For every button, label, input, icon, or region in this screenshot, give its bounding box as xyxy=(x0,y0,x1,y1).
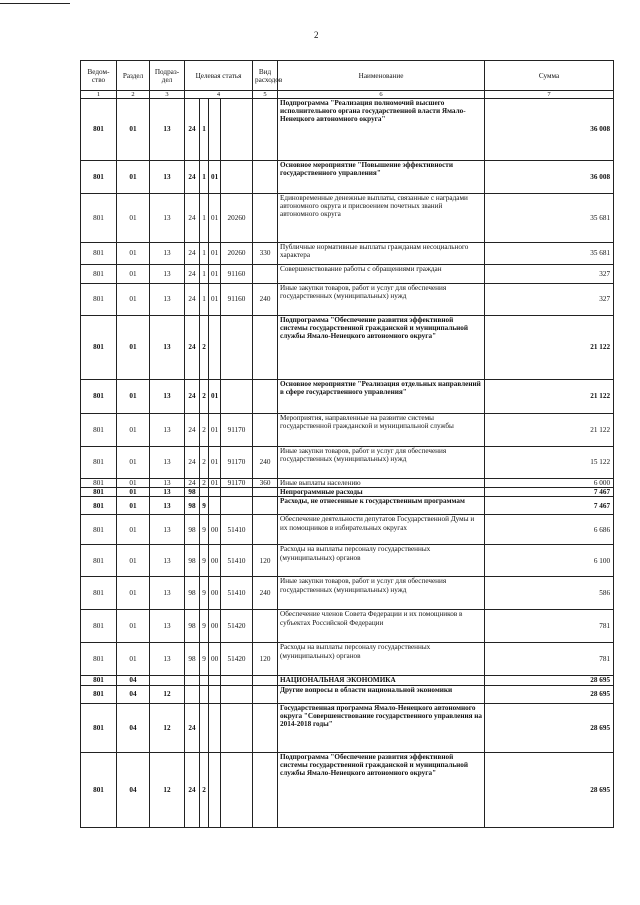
section-cell: 01 xyxy=(117,610,150,643)
subsection-cell xyxy=(150,676,185,685)
direction-code-cell xyxy=(221,380,253,414)
direction-code-cell xyxy=(221,676,253,685)
event-code-cell: 00 xyxy=(209,643,221,676)
table-row xyxy=(81,316,614,380)
department-cell: 801 xyxy=(81,243,117,265)
direction-code-cell: 51420 xyxy=(221,610,253,643)
program-code-cell: 98 xyxy=(185,515,200,545)
budget-table xyxy=(80,60,614,828)
expense-type-cell xyxy=(253,316,278,380)
table-row xyxy=(81,545,614,577)
section-cell: 01 xyxy=(117,99,150,161)
subprogram-code-cell: 1 xyxy=(200,194,209,243)
table-row xyxy=(81,497,614,515)
direction-code-cell: 20260 xyxy=(221,243,253,265)
direction-code-cell xyxy=(221,316,253,380)
subsection-cell: 12 xyxy=(150,685,185,703)
direction-code-cell: 51420 xyxy=(221,643,253,676)
subprogram-code-cell xyxy=(200,488,209,497)
sum-cell: 6 686 xyxy=(485,515,614,545)
event-code-cell: 01 xyxy=(209,284,221,316)
direction-code-cell: 20260 xyxy=(221,194,253,243)
table-row xyxy=(81,479,614,488)
event-code-cell xyxy=(209,488,221,497)
table-row xyxy=(81,194,614,243)
department-cell: 801 xyxy=(81,676,117,685)
name-cell: НАЦИОНАЛЬНАЯ ЭКОНОМИКА xyxy=(278,676,485,685)
sum-cell: 7 467 xyxy=(485,488,614,497)
department-cell: 801 xyxy=(81,447,117,479)
direction-code-cell xyxy=(221,497,253,515)
subprogram-code-cell: 2 xyxy=(200,316,209,380)
table-row xyxy=(81,752,614,827)
table-header-row xyxy=(81,61,614,91)
sum-cell: 6 100 xyxy=(485,545,614,577)
department-cell: 801 xyxy=(81,414,117,447)
subsection-cell: 13 xyxy=(150,545,185,577)
table-row xyxy=(81,610,614,643)
event-code-cell: 01 xyxy=(209,243,221,265)
name-cell: Обеспечение деятельности депутатов Государственной Думы и их помощников в избирательных округах xyxy=(278,515,485,545)
sum-cell: 586 xyxy=(485,577,614,610)
event-code-cell xyxy=(209,316,221,380)
sum-cell: 35 681 xyxy=(485,243,614,265)
sum-cell: 35 681 xyxy=(485,194,614,243)
sum-cell: 6 000 xyxy=(485,479,614,488)
sum-cell: 36 008 xyxy=(485,161,614,194)
subsection-cell: 13 xyxy=(150,380,185,414)
sum-cell: 28 695 xyxy=(485,703,614,752)
name-cell: Иные выплаты населению xyxy=(278,479,485,488)
program-code-cell: 24 xyxy=(185,703,200,752)
expense-type-cell xyxy=(253,752,278,827)
section-cell: 01 xyxy=(117,488,150,497)
department-cell: 801 xyxy=(81,497,117,515)
department-cell: 801 xyxy=(81,479,117,488)
table-row xyxy=(81,447,614,479)
subprogram-code-cell xyxy=(200,685,209,703)
section-cell: 04 xyxy=(117,752,150,827)
section-cell: 04 xyxy=(117,676,150,685)
program-code-cell: 24 xyxy=(185,265,200,284)
name-cell: Обеспечение членов Совета Федерации и их помощников в субъектах Российской Федерации xyxy=(278,610,485,643)
column-number: 4 xyxy=(185,91,253,99)
sum-cell: 781 xyxy=(485,610,614,643)
table-row xyxy=(81,577,614,610)
program-code-cell xyxy=(185,685,200,703)
event-code-cell xyxy=(209,99,221,161)
column-number: 6 xyxy=(278,91,485,99)
subsection-cell: 13 xyxy=(150,316,185,380)
subprogram-code-cell: 9 xyxy=(200,577,209,610)
program-code-cell xyxy=(185,676,200,685)
event-code-cell: 00 xyxy=(209,515,221,545)
header-sum: Сумма xyxy=(485,61,614,91)
subprogram-code-cell: 1 xyxy=(200,284,209,316)
direction-code-cell: 91170 xyxy=(221,414,253,447)
section-cell: 01 xyxy=(117,447,150,479)
event-code-cell: 01 xyxy=(209,380,221,414)
sum-cell: 327 xyxy=(485,265,614,284)
table-row xyxy=(81,99,614,161)
department-cell: 801 xyxy=(81,643,117,676)
expense-type-cell xyxy=(253,497,278,515)
department-cell: 801 xyxy=(81,610,117,643)
subprogram-code-cell: 9 xyxy=(200,643,209,676)
subprogram-code-cell: 2 xyxy=(200,479,209,488)
sum-cell: 28 695 xyxy=(485,676,614,685)
subsection-cell: 13 xyxy=(150,194,185,243)
direction-code-cell: 91160 xyxy=(221,284,253,316)
subprogram-code-cell: 2 xyxy=(200,752,209,827)
section-cell: 01 xyxy=(117,497,150,515)
program-code-cell: 24 xyxy=(185,316,200,380)
department-cell: 801 xyxy=(81,703,117,752)
name-cell: Иные закупки товаров, работ и услуг для обеспечения государственных (муниципальных) нужд xyxy=(278,447,485,479)
page-number: 2 xyxy=(314,30,319,40)
column-number: 3 xyxy=(150,91,185,99)
department-cell: 801 xyxy=(81,685,117,703)
section-cell: 01 xyxy=(117,243,150,265)
header-expense-type: Вид расходов xyxy=(253,61,278,91)
direction-code-cell: 51410 xyxy=(221,515,253,545)
name-cell: Государственная программа Ямало-Ненецкого автономного округа "Совершенствование государственного управления на 2014-2018 годы" xyxy=(278,703,485,752)
direction-code-cell xyxy=(221,161,253,194)
program-code-cell: 24 xyxy=(185,380,200,414)
name-cell: Единовременные денежные выплаты, связанные с наградами автономного округа и присвоением почетных званий автономного округа xyxy=(278,194,485,243)
event-code-cell: 01 xyxy=(209,447,221,479)
program-code-cell: 98 xyxy=(185,497,200,515)
program-code-cell: 24 xyxy=(185,161,200,194)
sum-cell: 327 xyxy=(485,284,614,316)
section-cell: 01 xyxy=(117,545,150,577)
subprogram-code-cell: 9 xyxy=(200,545,209,577)
department-cell: 801 xyxy=(81,284,117,316)
sum-cell: 21 122 xyxy=(485,316,614,380)
subprogram-code-cell: 1 xyxy=(200,265,209,284)
section-cell: 01 xyxy=(117,194,150,243)
program-code-cell: 24 xyxy=(185,479,200,488)
direction-code-cell: 91170 xyxy=(221,479,253,488)
direction-code-cell: 91160 xyxy=(221,265,253,284)
sum-cell: 36 008 xyxy=(485,99,614,161)
department-cell: 801 xyxy=(81,515,117,545)
expense-type-cell xyxy=(253,380,278,414)
department-cell: 801 xyxy=(81,545,117,577)
table-row xyxy=(81,676,614,685)
column-number: 2 xyxy=(117,91,150,99)
header-name: Наименование xyxy=(278,61,485,91)
expense-type-cell xyxy=(253,685,278,703)
subprogram-code-cell: 1 xyxy=(200,243,209,265)
name-cell: Подпрограмма "Реализация полномочий высшего исполнительного органа государственной власти Ямало-Ненецкого автономного округа" xyxy=(278,99,485,161)
direction-code-cell xyxy=(221,488,253,497)
department-cell: 801 xyxy=(81,194,117,243)
section-cell: 01 xyxy=(117,643,150,676)
subsection-cell: 12 xyxy=(150,703,185,752)
section-cell: 01 xyxy=(117,265,150,284)
name-cell: Непрограммные расходы xyxy=(278,488,485,497)
expense-type-cell: 360 xyxy=(253,479,278,488)
expense-type-cell: 240 xyxy=(253,447,278,479)
section-cell: 01 xyxy=(117,577,150,610)
table-row xyxy=(81,284,614,316)
subsection-cell: 13 xyxy=(150,243,185,265)
section-cell: 01 xyxy=(117,380,150,414)
subprogram-code-cell: 2 xyxy=(200,447,209,479)
column-number: 7 xyxy=(485,91,614,99)
column-number: 5 xyxy=(253,91,278,99)
subsection-cell: 13 xyxy=(150,265,185,284)
department-cell: 801 xyxy=(81,577,117,610)
direction-code-cell xyxy=(221,752,253,827)
sum-cell: 781 xyxy=(485,643,614,676)
expense-type-cell xyxy=(253,488,278,497)
event-code-cell: 01 xyxy=(209,414,221,447)
direction-code-cell xyxy=(221,703,253,752)
department-cell: 801 xyxy=(81,265,117,284)
subprogram-code-cell: 2 xyxy=(200,414,209,447)
subsection-cell: 12 xyxy=(150,752,185,827)
name-cell: Подпрограмма "Обеспечение развития эффективной системы государственной гражданской и муниципальной службы Ямало-Ненецкого автономного округа" xyxy=(278,752,485,827)
event-code-cell: 01 xyxy=(209,194,221,243)
table-row xyxy=(81,643,614,676)
department-cell: 801 xyxy=(81,161,117,194)
department-cell: 801 xyxy=(81,99,117,161)
expense-type-cell: 240 xyxy=(253,577,278,610)
sum-cell: 28 695 xyxy=(485,685,614,703)
department-cell: 801 xyxy=(81,380,117,414)
table-row xyxy=(81,488,614,497)
program-code-cell: 24 xyxy=(185,99,200,161)
event-code-cell: 01 xyxy=(209,161,221,194)
name-cell: Основное мероприятие "Повышение эффективности государственного управления" xyxy=(278,161,485,194)
event-code-cell xyxy=(209,497,221,515)
table-row xyxy=(81,703,614,752)
header-department: Ведом-ство xyxy=(81,61,117,91)
section-cell: 01 xyxy=(117,161,150,194)
name-cell: Публичные нормативные выплаты гражданам несоциального характера xyxy=(278,243,485,265)
table-row xyxy=(81,515,614,545)
event-code-cell: 00 xyxy=(209,577,221,610)
subsection-cell: 13 xyxy=(150,497,185,515)
name-cell: Иные закупки товаров, работ и услуг для обеспечения государственных (муниципальных) нужд xyxy=(278,577,485,610)
section-cell: 01 xyxy=(117,515,150,545)
sum-cell: 7 467 xyxy=(485,497,614,515)
name-cell: Расходы, не отнесенные к государственным программам xyxy=(278,497,485,515)
subprogram-code-cell xyxy=(200,676,209,685)
subprogram-code-cell xyxy=(200,703,209,752)
header-rule xyxy=(0,3,70,4)
subprogram-code-cell: 9 xyxy=(200,497,209,515)
event-code-cell xyxy=(209,685,221,703)
program-code-cell: 98 xyxy=(185,610,200,643)
section-cell: 04 xyxy=(117,685,150,703)
section-cell: 04 xyxy=(117,703,150,752)
subsection-cell: 13 xyxy=(150,284,185,316)
sum-cell: 15 122 xyxy=(485,447,614,479)
subsection-cell: 13 xyxy=(150,515,185,545)
subsection-cell: 13 xyxy=(150,577,185,610)
subprogram-code-cell: 9 xyxy=(200,515,209,545)
column-number-row xyxy=(81,91,614,99)
program-code-cell: 98 xyxy=(185,643,200,676)
event-code-cell: 00 xyxy=(209,610,221,643)
expense-type-cell xyxy=(253,610,278,643)
name-cell: Другие вопросы в области национальной экономики xyxy=(278,685,485,703)
name-cell: Расходы на выплаты персоналу государственных (муниципальных) органов xyxy=(278,545,485,577)
header-section: Раздел xyxy=(117,61,150,91)
expense-type-cell xyxy=(253,161,278,194)
subsection-cell: 13 xyxy=(150,414,185,447)
expense-type-cell xyxy=(253,414,278,447)
subprogram-code-cell: 1 xyxy=(200,99,209,161)
event-code-cell xyxy=(209,703,221,752)
expense-type-cell: 120 xyxy=(253,643,278,676)
subsection-cell: 13 xyxy=(150,610,185,643)
expense-type-cell xyxy=(253,265,278,284)
name-cell: Мероприятия, направленные на развитие системы государственной гражданской и муниципальной службы xyxy=(278,414,485,447)
expense-type-cell xyxy=(253,194,278,243)
section-cell: 01 xyxy=(117,284,150,316)
program-code-cell: 24 xyxy=(185,243,200,265)
sum-cell: 21 122 xyxy=(485,380,614,414)
table-row xyxy=(81,265,614,284)
section-cell: 01 xyxy=(117,316,150,380)
subprogram-code-cell: 2 xyxy=(200,380,209,414)
subprogram-code-cell: 9 xyxy=(200,610,209,643)
expense-type-cell xyxy=(253,703,278,752)
expense-type-cell xyxy=(253,99,278,161)
sum-cell: 21 122 xyxy=(485,414,614,447)
subsection-cell: 13 xyxy=(150,479,185,488)
event-code-cell xyxy=(209,676,221,685)
program-code-cell: 98 xyxy=(185,488,200,497)
expense-type-cell: 240 xyxy=(253,284,278,316)
header-target-item: Целевая статья xyxy=(185,61,253,91)
expense-type-cell xyxy=(253,676,278,685)
subsection-cell: 13 xyxy=(150,161,185,194)
expense-type-cell xyxy=(253,515,278,545)
subprogram-code-cell: 1 xyxy=(200,161,209,194)
program-code-cell: 24 xyxy=(185,194,200,243)
expense-type-cell: 120 xyxy=(253,545,278,577)
subsection-cell: 13 xyxy=(150,99,185,161)
program-code-cell: 98 xyxy=(185,577,200,610)
department-cell: 801 xyxy=(81,316,117,380)
column-number: 1 xyxy=(81,91,117,99)
table-row xyxy=(81,380,614,414)
direction-code-cell: 51410 xyxy=(221,577,253,610)
sum-cell: 28 695 xyxy=(485,752,614,827)
name-cell: Подпрограмма "Обеспечение развития эффективной системы государственной гражданской и муниципальной службы Ямало-Ненецкого автономного округа" xyxy=(278,316,485,380)
event-code-cell: 00 xyxy=(209,545,221,577)
event-code-cell: 01 xyxy=(209,479,221,488)
program-code-cell: 24 xyxy=(185,284,200,316)
subsection-cell: 13 xyxy=(150,488,185,497)
expense-type-cell: 330 xyxy=(253,243,278,265)
table-row xyxy=(81,685,614,703)
direction-code-cell: 51410 xyxy=(221,545,253,577)
subsection-cell: 13 xyxy=(150,643,185,676)
subsection-cell: 13 xyxy=(150,447,185,479)
table-row xyxy=(81,161,614,194)
program-code-cell: 98 xyxy=(185,545,200,577)
direction-code-cell: 91170 xyxy=(221,447,253,479)
name-cell: Основное мероприятие "Реализация отдельных направлений в сфере государственного управления" xyxy=(278,380,485,414)
department-cell: 801 xyxy=(81,488,117,497)
program-code-cell: 24 xyxy=(185,752,200,827)
event-code-cell xyxy=(209,752,221,827)
name-cell: Совершенствование работы с обращениями граждан xyxy=(278,265,485,284)
department-cell: 801 xyxy=(81,752,117,827)
program-code-cell: 24 xyxy=(185,447,200,479)
direction-code-cell xyxy=(221,685,253,703)
section-cell: 01 xyxy=(117,479,150,488)
program-code-cell: 24 xyxy=(185,414,200,447)
table-row xyxy=(81,414,614,447)
section-cell: 01 xyxy=(117,414,150,447)
name-cell: Иные закупки товаров, работ и услуг для обеспечения государственных (муниципальных) нужд xyxy=(278,284,485,316)
event-code-cell: 01 xyxy=(209,265,221,284)
name-cell: Расходы на выплаты персоналу государственных (муниципальных) органов xyxy=(278,643,485,676)
header-subsection: Подраз-дел xyxy=(150,61,185,91)
table-row xyxy=(81,243,614,265)
direction-code-cell xyxy=(221,99,253,161)
